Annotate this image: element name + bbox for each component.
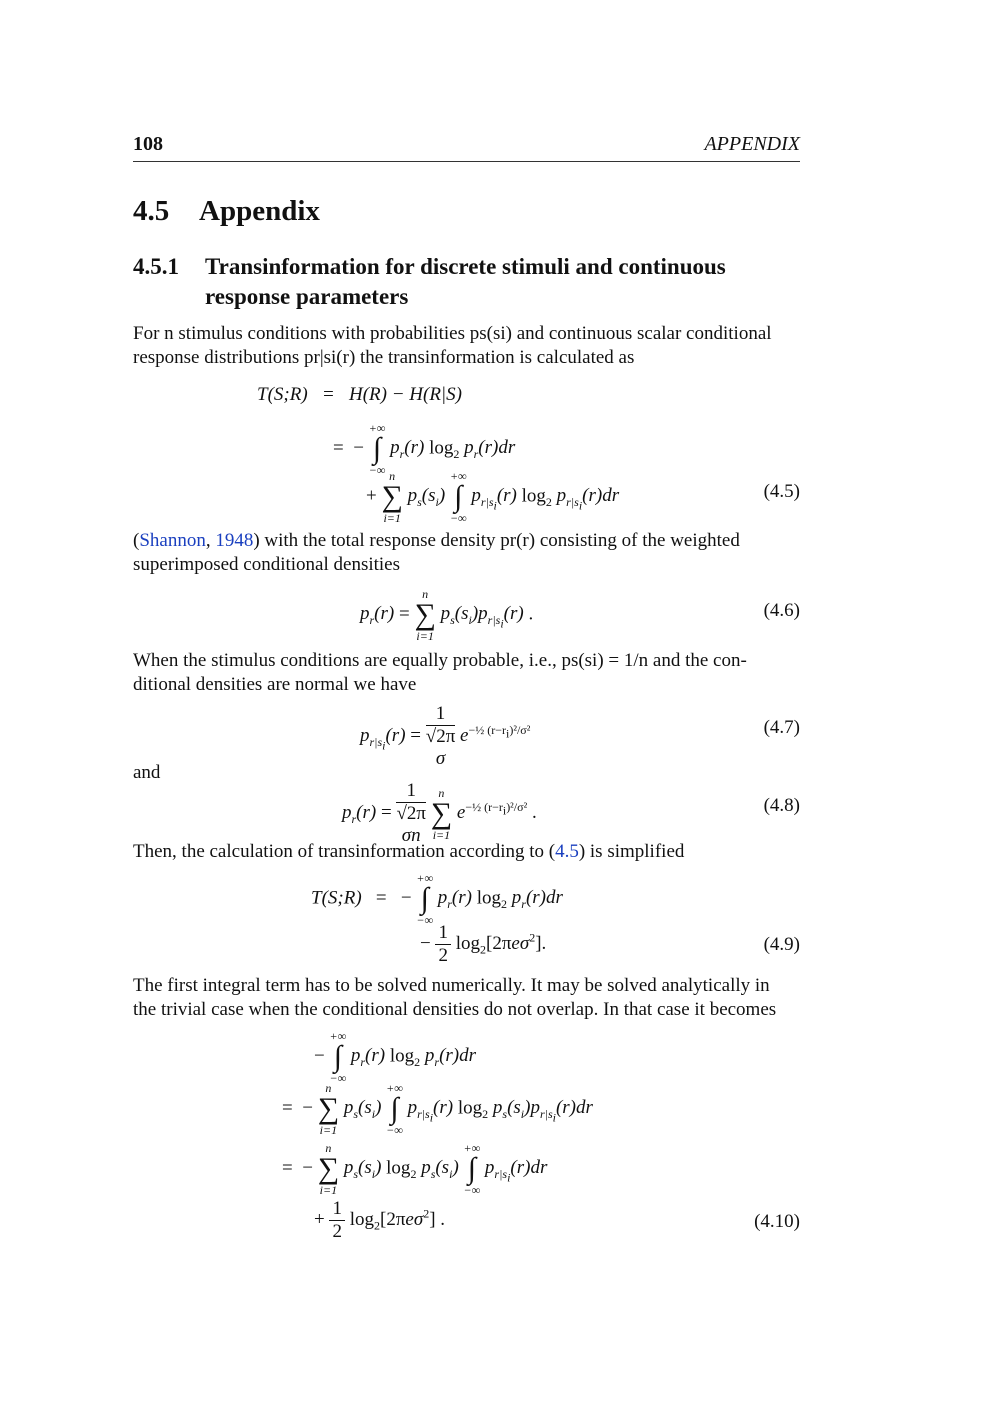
eq49-line1: T(S;R) = − +∞ ∫ −∞ $p_r(r)$ $\log_2 p_r(r)dr$ — [311, 871, 563, 927]
running-title: APPENDIX — [704, 133, 800, 155]
equation-number-4-7: (4.7) — [763, 717, 800, 738]
paragraph-equal-line2: ditional densities are normal we have — [133, 674, 417, 695]
equation-number-4-9: (4.9) — [763, 934, 800, 955]
paragraph-shannon-line1: (Shannon, 1948) with the total response density pr(r) consisting of the weighted — [133, 530, 740, 551]
section-heading — [133, 195, 320, 228]
section-title: Appendix — [199, 195, 320, 227]
equation-number-4-6: (4.6) — [763, 600, 800, 621]
then-text-post: ) is simplified — [578, 841, 685, 862]
eq410-line3: = − n ∑ i=1 $p_s(s_i)$ $\log_2 p_s(s_i)$ +∞ ∫ −∞ $p_{r|s_i}(r)dr$ — [282, 1141, 548, 1197]
eq49-line2: − $\frac{1}{2}$ $\log_2[2\pi e\sigma^2]$. — [420, 922, 547, 966]
eq47: $p_{r|s_i}(r)$ = 1 √2π σ $e^{-\frac{1}{2} (r-r_i)^2/\sigma^2}$ — [360, 703, 531, 769]
shannon-paragraph-text: with the total response density pr(r) consisting of the weighted — [264, 530, 740, 551]
equation-ref-link[interactable]: 4.5 — [555, 841, 579, 862]
running-header — [133, 133, 800, 162]
equation-number-4-8: (4.8) — [763, 795, 800, 816]
eq45-line1: T(S;R) = H(R) − H(R|S) — [257, 384, 462, 405]
eq45-line3: + n ∑ i=1 $p_s(s_i)$ +∞ ∫ −∞ $p_{r|s_i}(r)$ $\log_2 p_{r|s_i}(r)dr$ — [366, 469, 620, 525]
eq45-line2: = − +∞ ∫ −∞ $p_r(r)$ $\log_2 p_r(r)dr$ — [333, 421, 516, 477]
paragraph-and: and — [133, 762, 161, 783]
section-number: 4.5 — [133, 195, 170, 227]
subsection-heading — [133, 252, 800, 312]
paragraph-intro-line2: response distributions pr|si(r) the transinformation is calculated as — [133, 347, 635, 368]
eq410-line4: + $\frac{1}{2}$ $\log_2[2\pi e\sigma^2]$ . — [314, 1198, 446, 1242]
equation-number-4-5: (4.5) — [763, 481, 800, 502]
citation-year-link[interactable]: 1948 — [215, 530, 254, 551]
eq46: $p_r(r)$ = n ∑ i=1 $p_s(s_i)p_{r|s_i}(r)$ . — [360, 587, 534, 643]
eq410-line2: = − n ∑ i=1 $p_s(s_i)$ +∞ ∫ −∞ $p_{r|s_i}(r)$ $\log_2 p_s(s_i)p_{r|s_i}(r)dr$ — [282, 1081, 593, 1137]
paragraph-numeric-line2: the trivial case when the conditional densities do not overlap. In that case it becomes — [133, 999, 777, 1020]
paragraph-numeric-line1: The first integral term has to be solved numerically. It may be solved analytically in — [133, 975, 770, 996]
paragraph-then — [133, 840, 800, 864]
eq48: $p_r(r)$ = 1 √2π σn n ∑ i=1 $e^{-\frac{1}{2} (r-r_i)^2/\sigma^2}$ . — [342, 780, 537, 846]
citation-author-link[interactable]: Shannon — [139, 530, 206, 551]
subsection-title: Transinformation for discrete stimuli and continuous response parameters — [205, 254, 726, 309]
subsection-number: 4.5.1 — [133, 254, 179, 279]
paragraph-equal-line1: When the stimulus conditions are equally probable, i.e., ps(si) = 1/n and the con- — [133, 650, 747, 671]
eq410-line1: − +∞ ∫ −∞ $p_r(r)$ $\log_2 p_r(r)dr$ — [314, 1029, 477, 1085]
paragraph-shannon-line2: superimposed conditional densities — [133, 554, 401, 575]
page-number: 108 — [133, 133, 163, 155]
equation-number-4-10: (4.10) — [754, 1211, 800, 1232]
then-text-pre: Then, the calculation of transinformation according to ( — [133, 841, 556, 862]
paragraph-intro-line1: For n stimulus conditions with probabilities ps(si) and continuous scalar conditional — [133, 323, 772, 344]
